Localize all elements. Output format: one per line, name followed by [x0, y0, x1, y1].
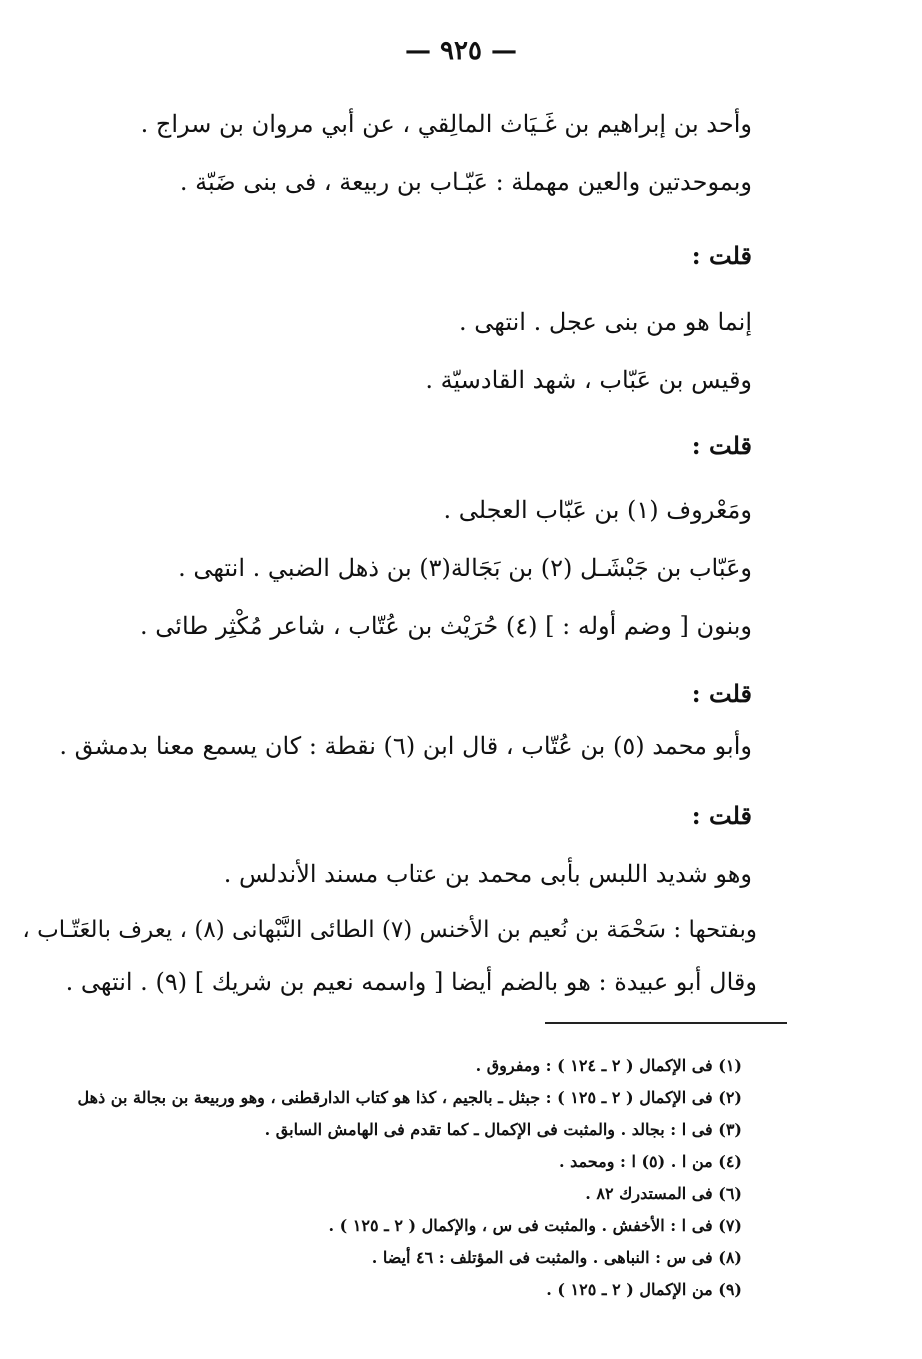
footnote: (٢) فى الإكمال ( ٢ ـ ١٢٥ ) : جبثل ـ بالجيم ، كذا هو كتاب الدارقطنى ، وهو وربيعة بن بجالة بن ذهل — [77, 1088, 742, 1107]
footnote: (٣) فى ا : بجالد . والمثبت فى الإكمال ـ كما تقدم فى الهامش السابق . — [264, 1120, 742, 1139]
footnote: (٨) فى س : النباهى . والمثبت فى المؤتلف : ٤٦ أيضا . — [371, 1248, 742, 1267]
body-line: وبموحدتين والعين مهملة : عَبّـاب بن ربيعة ، فى بنى ضَبّة . — [179, 168, 752, 196]
footnote: (٧) فى ا : الأخفش . والمثبت فى س ، والإكمال ( ٢ ـ ١٢٥ ) . — [328, 1216, 742, 1235]
section-heading: قلت : — [691, 679, 752, 708]
section-heading: قلت : — [691, 431, 752, 460]
body-line: وقيس بن عَبّاب ، شهد القادسيّة . — [425, 366, 752, 394]
body-line: وأبو محمد (٥) بن عُتّاب ، قال ابن (٦) نقطة : كان يسمع معنا بدمشق . — [59, 732, 752, 760]
footnote: (٩) من الإكمال ( ٢ ـ ١٢٥ ) . — [546, 1280, 742, 1299]
page-number: — ٩٢٥ — — [404, 36, 518, 66]
section-heading: قلت : — [691, 241, 752, 270]
body-line: وبنون [ وضم أوله : ] (٤) حُرَيْث بن عُتّاب ، شاعر مُكْثِر طائى . — [140, 612, 752, 640]
body-line: وأحد بن إبراهيم بن غَـيَاث المالِقي ، عن أبي مروان بن سراج . — [140, 110, 752, 138]
footnote-separator — [545, 1022, 787, 1024]
body-line: إنما هو من بنى عجل . انتهى . — [459, 308, 752, 336]
body-line: وقال أبو عبيدة : هو بالضم أيضا [ واسمه نعيم بن شريك ] (٩) . انتهى . — [65, 968, 757, 996]
body-line: وعَبّاب بن جَبْشَـل (٢) بن بَجَالة(٣) بن ذهل الضبي . انتهى . — [178, 554, 752, 582]
body-line: وهو شديد اللبس بأبى محمد بن عتاب مسند الأندلس . — [223, 860, 752, 888]
footnote: (٦) فى المستدرك ٨٢ . — [585, 1184, 742, 1203]
section-heading: قلت : — [691, 801, 752, 830]
footnote: (٤) من ا . (٥) ا : ومحمد . — [559, 1152, 742, 1171]
footnote: (١) فى الإكمال ( ٢ ـ ١٢٤ ) : ومفروق . — [475, 1056, 742, 1075]
body-line: وبفتحها : سَحْمَة بن نُعيم بن الأخنس (٧) الطائى النَّبْهانى (٨) ، يعرف بالعَتّـاب ، — [22, 917, 757, 943]
body-line: ومَعْروف (١) بن عَبّاب العجلى . — [443, 496, 752, 524]
